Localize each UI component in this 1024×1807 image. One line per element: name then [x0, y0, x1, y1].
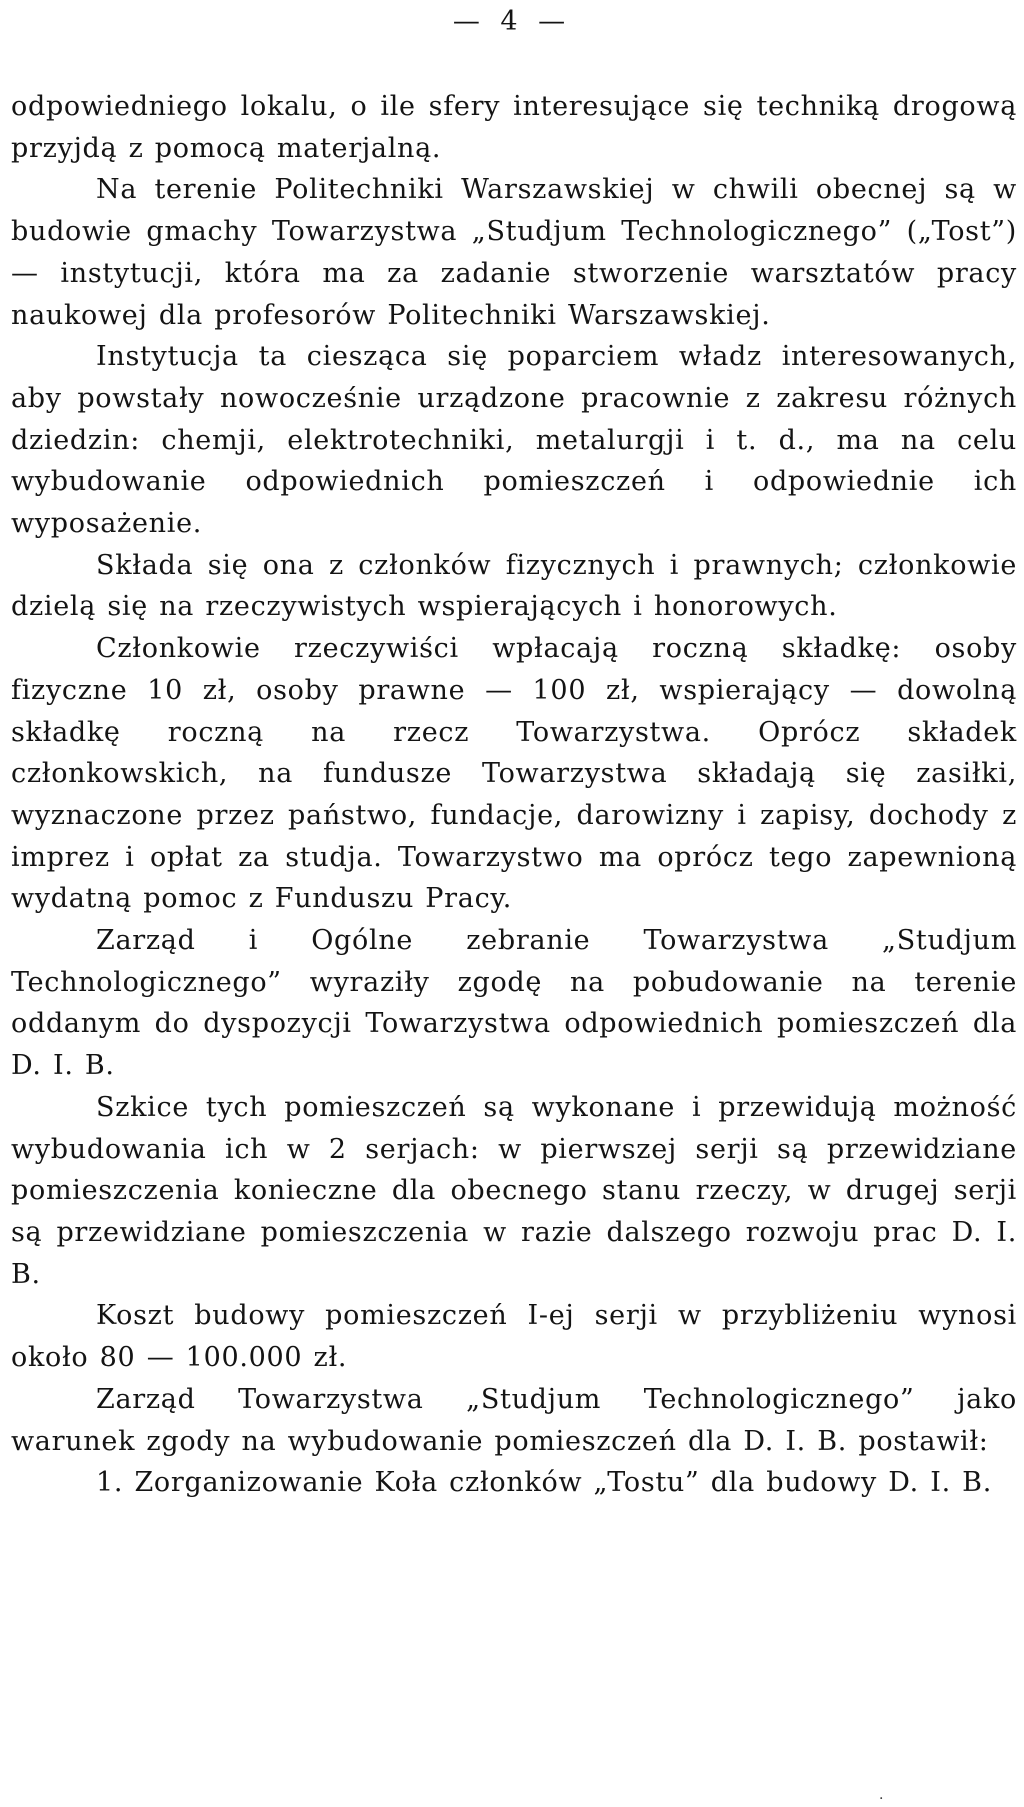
body-text [11, 86, 1017, 1504]
paragraph-membership: Składa się ona z członków fizycznych i prawnych; członkowie dzielą się na rzeczywistych wspierających i honorowych. [11, 549, 1017, 623]
paragraph-cost: Koszt budowy pomieszczeń I-ej serji w przybliżeniu wynosi około 80 — 100.000 zł. [11, 1300, 1017, 1374]
print-speck: · [879, 1791, 884, 1807]
paragraph-institution-goal: Instytucja ta ciesząca się poparciem władz interesowanych, aby powstały nowocześnie urządzone pracownie z zakresu różnych dziedzin: chemji, elektrotechniki, metalurgji i t. d., ma na celu wybudowanie odpowiednich pomieszczeń i odpowiednie ich wyposażenie. [11, 341, 1017, 540]
paragraph-continuation: odpowiedniego lokalu, o ile sfery interesujące się techniką drogową przyjdą z pomocą materjalną. [11, 91, 1017, 164]
paragraph-board-consent: Zarząd i Ogólne zebranie Towarzystwa „Studjum Technologicznego” wyraziły zgodę na pobudowanie na terenie oddanym do dyspozycji Towarzystwa odpowiednich pomieszczeń dla D. I. B. [11, 925, 1017, 1082]
list-item-condition-1: 1. Zorganizowanie Koła członków „Tostu” dla budowy D. I. B. [96, 1467, 992, 1499]
paragraph-fees: Członkowie rzeczywiści wpłacają roczną składkę: osoby fizyczne 10 zł, osoby prawne — 100 zł, wspierający — dowolną składkę roczną na rzecz Towarzystwa. Oprócz składek członkowskich, na fundusze Towarzystwa składają się zasiłki, wyznaczone przez państwo, fundacje, darowizny i zapisy, dochody z imprez i opłat za studja. Towarzystwo ma oprócz tego zapewnioną wydatną pomoc z Funduszu Pracy. [11, 633, 1017, 915]
paragraph-sketches: Szkice tych pomieszczeń są wykonane i przewidują możność wybudowania ich w 2 serjach: w pierwszej serji są przewidziane pomieszczenia konieczne dla obecnego stanu rzeczy, w drugej serji są przewidziane pomieszczenia w razie dalszego rozwoju prac D. I. B. [11, 1091, 1017, 1290]
paragraph-tost-institution: Na terenie Politechniki Warszawskiej w chwili obecnej są w budowie gmachy Towarzystwa „Studjum Technologicznego” („Tost”) — instytucji, która ma za zadanie stworzenie warsztatów pracy naukowej dla profesorów Politechniki Warszawskiej. [11, 174, 1017, 331]
paragraph-conditions: Zarząd Towarzystwa „Studjum Technologicznego” jako warunek zgody na wybudowanie pomieszczeń dla D. I. B. postawił: [11, 1383, 1017, 1457]
page-number: — 4 — [452, 6, 572, 37]
